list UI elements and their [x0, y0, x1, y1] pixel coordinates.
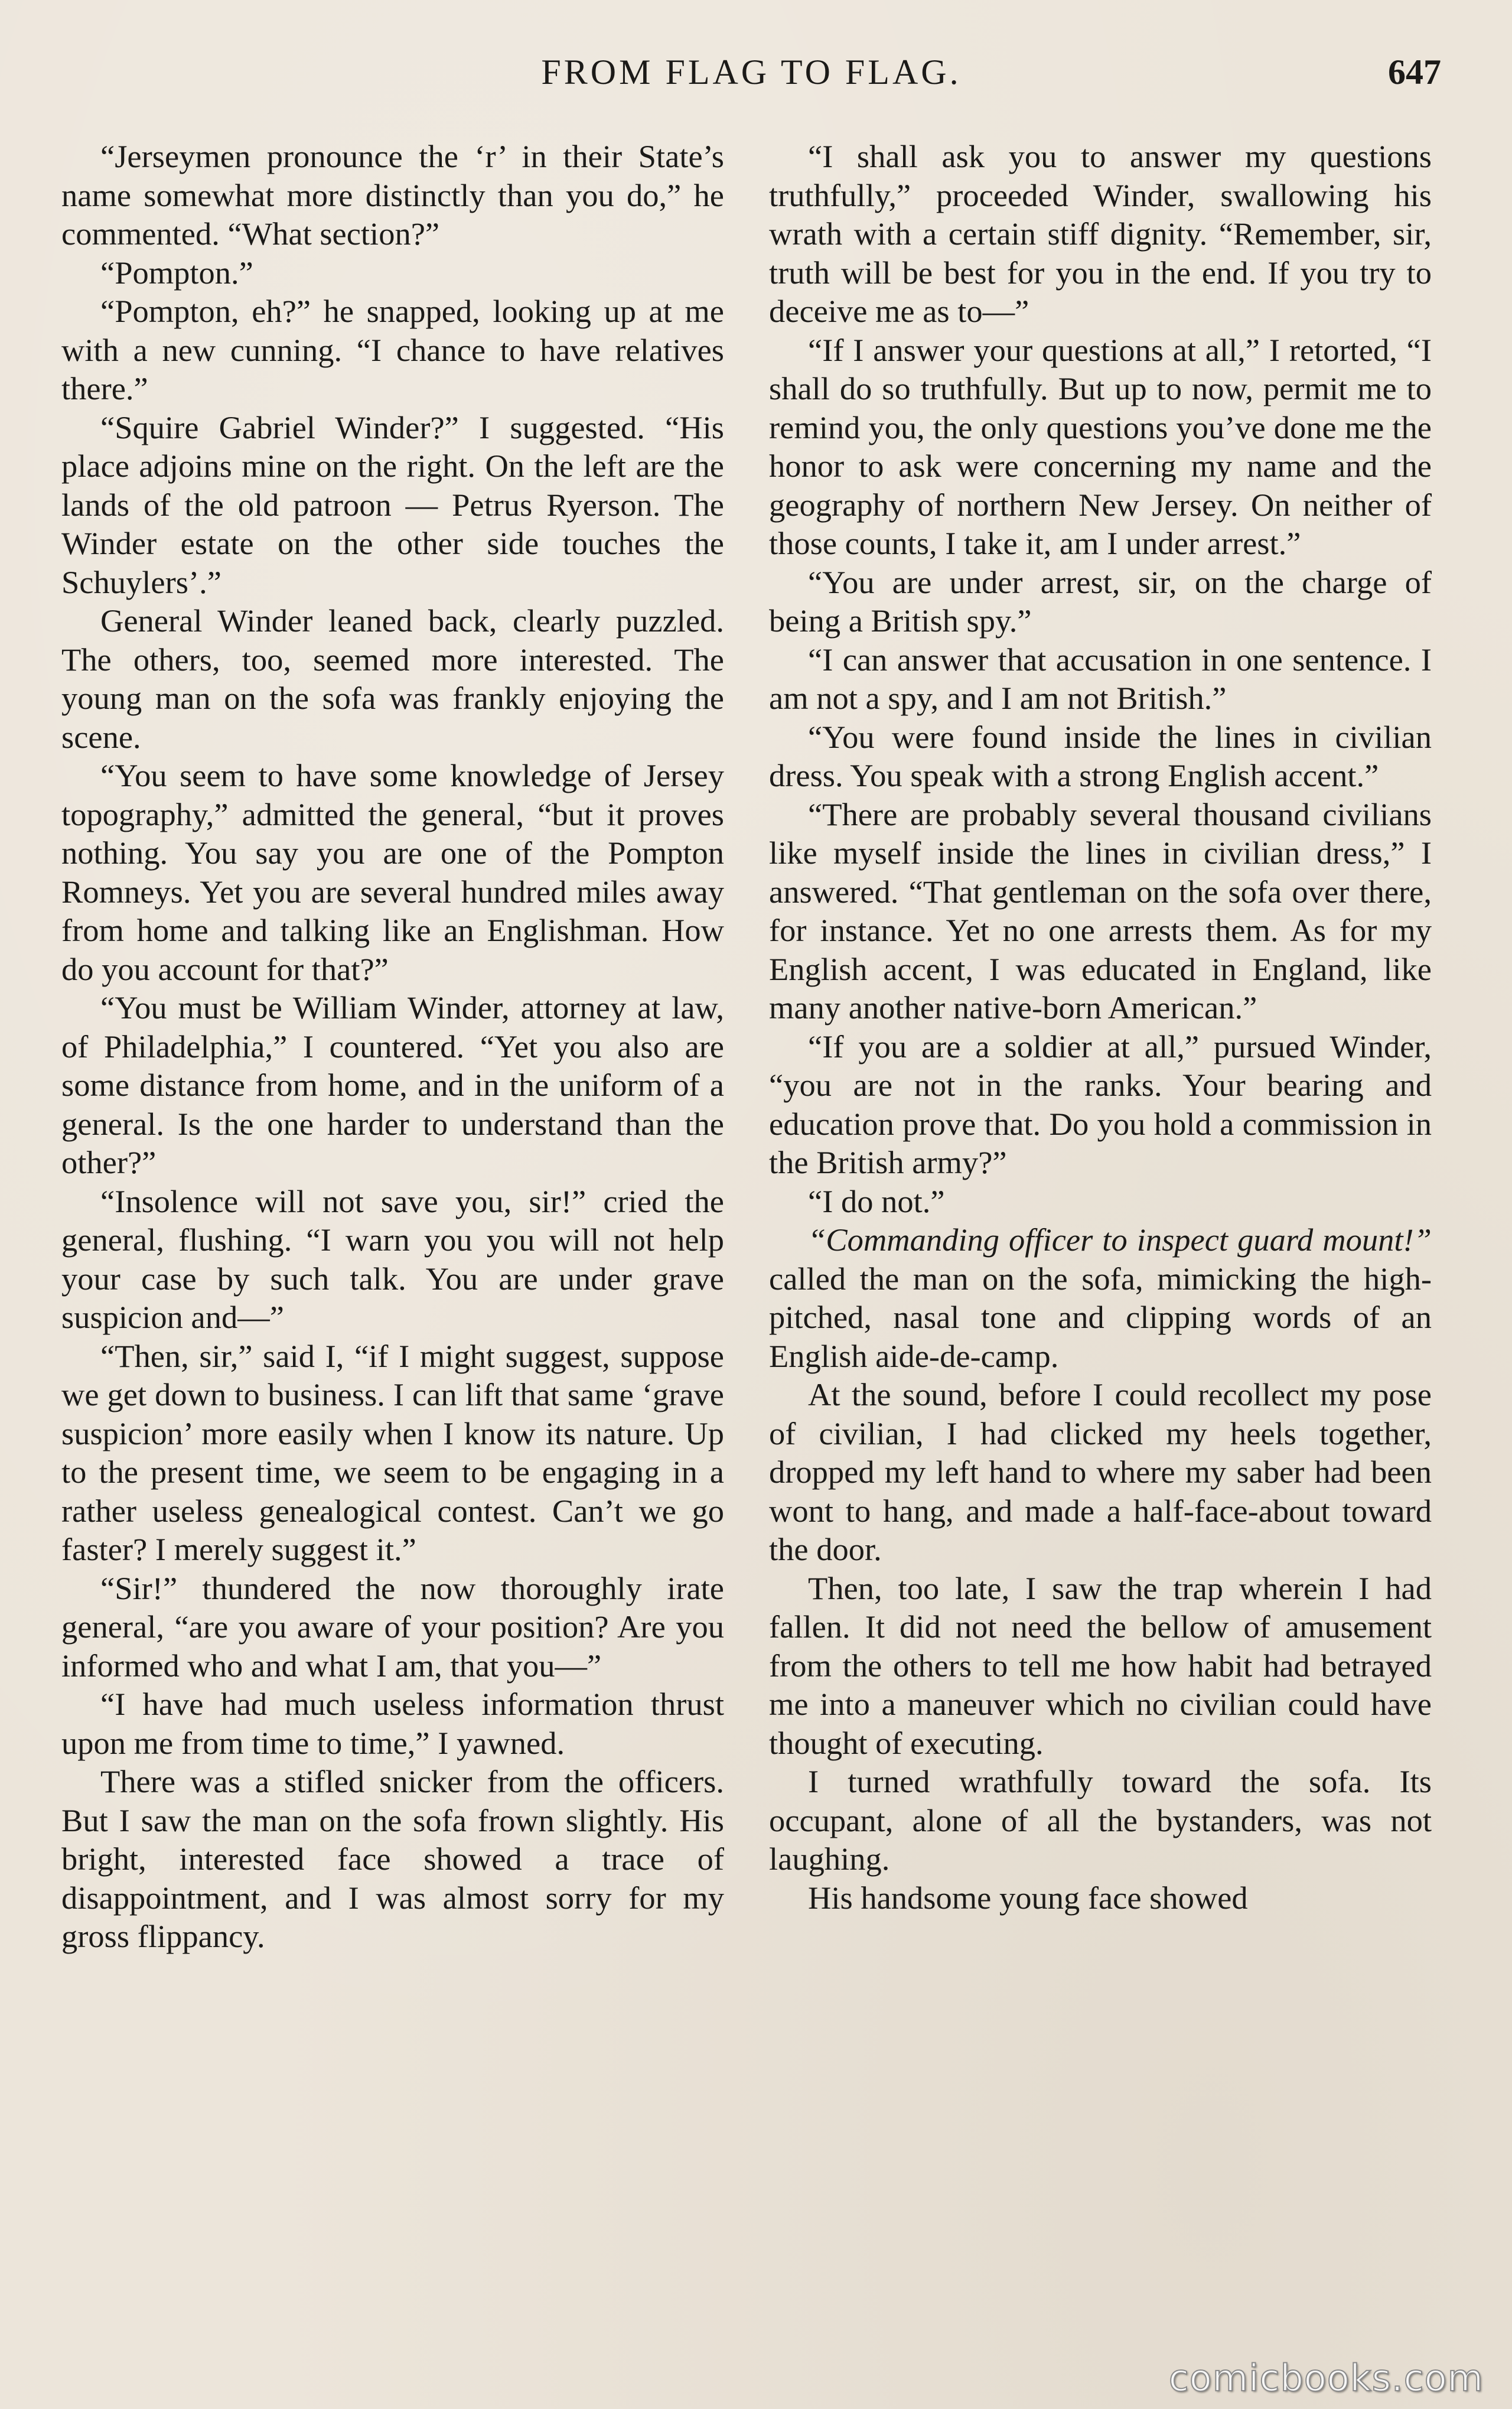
- paragraph: “I do not.”: [808, 1183, 945, 1219]
- running-title: FROM FLAG TO FLAG.: [541, 53, 962, 92]
- paragraph-with-italic-quote: [769, 1220, 1432, 1375]
- italic-quote: “Commanding officer to inspect guard mount!”: [808, 1222, 1432, 1258]
- paragraph: “There are probably several thousand civilians like myself inside the lines in civilian dress,” I answered. “That gentleman on the sofa over there, for instance. Yet no one arrests them. As for my English accent, I was educated in England, like many another native-born American.”: [769, 796, 1432, 1026]
- paragraph: “Sir!” thundered the now thoroughly irate general, “are you aware of your position? Are you informed who and what I am, that you—”: [61, 1570, 724, 1684]
- paragraph: There was a stifled snicker from the officers. But I saw the man on the sofa frown slightly. His bright, interested face showed a trace of disappointment, and I was almost sorry for my gross flippancy.: [61, 1763, 724, 1954]
- paragraph: “Pompton, eh?” he snapped, looking up at me with a new cunning. “I chance to have relatives there.”: [61, 293, 724, 406]
- paragraph: I turned wrathfully toward the sofa. Its occupant, alone of all the bystanders, was not laughing.: [769, 1763, 1432, 1877]
- right-text-column: [769, 137, 1432, 1917]
- paragraph: “If I answer your questions at all,” I retorted, “I shall do so truthfully. But up to now, permit me to remind you, the only questions you’ve done me the honor to ask were concerning my name and the geography of northern New Jersey. On neither of those counts, I take it, am I under arrest.”: [769, 331, 1432, 561]
- paragraph: “You must be William Winder, attorney at law, of Philadelphia,” I countered. “Yet you also are some distance from home, and in the uniform of a general. Is the one harder to understand than the other?”: [61, 989, 724, 1180]
- left-text-column: [61, 137, 724, 1956]
- paragraph: “If you are a soldier at all,” pursued Winder, “you are not in the ranks. Your bearing and education prove that. Do you hold a commission in the British army?”: [769, 1028, 1432, 1180]
- page-header: [61, 52, 1441, 105]
- paragraph: “Squire Gabriel Winder?” I suggested. “His place adjoins mine on the right. On the left are the lands of the old patroon — Petrus Ryerson. The Winder estate on the other side touches the Schuylers’.”: [61, 409, 724, 600]
- paragraph: “I shall ask you to answer my questions truthfully,” proceeded Winder, swallowing his wrath with a certain stiff dignity. “Remember, sir, truth will be best for you in the end. If you try to deceive me as to—”: [769, 138, 1432, 329]
- watermark: comicbooks.com: [1168, 2356, 1484, 2400]
- paragraph: “Jerseymen pronounce the ‘r’ in their State’s name somewhat more distinctly than you do,” he commented. “What section?”: [61, 138, 724, 252]
- paragraph: “I have had much useless information thrust upon me from time to time,” I yawned.: [61, 1686, 724, 1761]
- page-number: 647: [1388, 53, 1441, 92]
- paragraph: General Winder leaned back, clearly puzzled. The others, too, seemed more interested. The young man on the sofa was frankly enjoying the scene.: [61, 603, 724, 755]
- paragraph: “Then, sir,” said I, “if I might suggest, suppose we get down to business. I can lift that same ‘grave suspicion’ more easily when I know its nature. Up to the present time, we seem to be engaging in a rather useless genealogical contest. Can’t we go faster? I merely suggest it.”: [61, 1337, 724, 1567]
- paragraph: “You seem to have some knowledge of Jersey topography,” admitted the general, “but it proves nothing. You say you are one of the Pompton Romneys. Yet you are several hundred miles away from home and talking like an Englishman. How do you account for that?”: [61, 757, 724, 987]
- paragraph: “I can answer that accusation in one sentence. I am not a spy, and I am not British.”: [769, 641, 1432, 716]
- paragraph: Then, too late, I saw the trap wherein I had fallen. It did not need the bellow of amusement from the others to tell me how habit had betrayed me into a maneuver which no civilian could have thought of executing.: [769, 1570, 1432, 1761]
- paragraph: “You are under arrest, sir, on the charge of being a British spy.”: [769, 564, 1432, 639]
- paragraph: His handsome young face showed: [808, 1879, 1248, 1916]
- paragraph-text: called the man on the sofa, mimicking the high-pitched, nasal tone and clipping words of an English aide-de-camp.: [769, 1260, 1432, 1374]
- paragraph: “Pompton.”: [100, 254, 253, 291]
- paragraph: “You were found inside the lines in civilian dress. You speak with a strong English accent.”: [769, 718, 1432, 793]
- paragraph: At the sound, before I could recollect my pose of civilian, I had clicked my heels together, dropped my left hand to where my saber had been wont to hang, and made a half-face-about toward the door.: [769, 1376, 1432, 1567]
- paragraph: “Insolence will not save you, sir!” cried the general, flushing. “I warn you you will not help your case by such talk. You are under grave suspicion and—”: [61, 1183, 724, 1335]
